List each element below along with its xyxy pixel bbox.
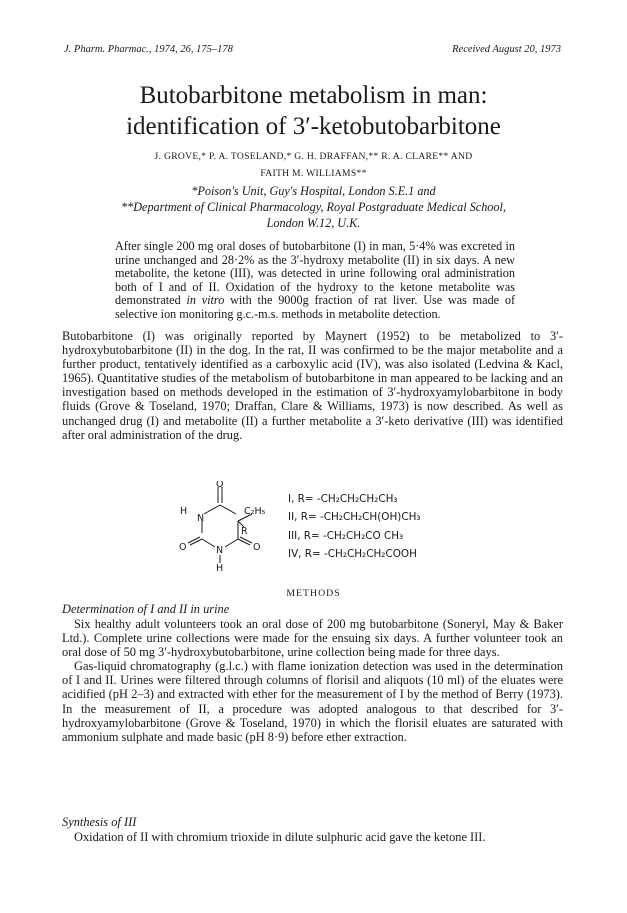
methods-heading: METHODS <box>286 588 341 599</box>
atom-h-left: H <box>180 506 188 517</box>
author-list <box>0 148 627 182</box>
atom-o-left: O <box>179 542 187 553</box>
affiliation-2: **Department of Clinical Pharmacology, Royal Postgraduate Medical School, <box>121 200 506 214</box>
affiliation-3: London W.12, U.K. <box>266 216 361 230</box>
abstract-text-2: with the 9000g fraction of rat liver. Use was made of selective ion monitoring g.c.-m.s. methods in metabolite detection. <box>115 293 516 321</box>
atom-o-top: O <box>216 481 224 490</box>
atom-ethyl: C₂H₅ <box>244 506 266 517</box>
section-determination-body <box>62 617 563 744</box>
authors-line-2: FAITH M. WILLIAMS** <box>260 168 367 179</box>
atom-n-bottom: N <box>216 545 224 556</box>
atom-r: R <box>241 526 248 537</box>
received-date: Received August 20, 1973 <box>452 44 561 55</box>
journal-citation: J. Pharm. Pharmac., 1974, 26, 175–178 <box>64 44 233 55</box>
determination-paragraph-1: Six healthy adult volunteers took an oral dose of 200 mg butobarbitone (Soneryl, May & Baker Ltd.). Complete urine collections were made for the ensuing six days. A further volunteer took an oral dose of 50 mg 3′-hydroxybutobarbitone, urine collection being made for three days. <box>62 617 563 660</box>
section-heading-determination: Determination of I and II in urine <box>62 602 230 616</box>
title-line-1: Butobarbitone metabolism in man: <box>139 82 488 109</box>
affiliations <box>0 183 627 231</box>
r-group-list <box>288 490 421 563</box>
r-group-ii: II, R= -CH₂CH₂CH(OH)CH₃ <box>288 511 421 524</box>
intro-paragraph: Butobarbitone (I) was originally reported by Maynert (1952) to be metabolized to 3′-hydroxybutobarbitone (II) in the dog. In the rat, II was confirmed to be the major metabolite and a further product, tentatively identified as a carboxylic acid (IV), was also isolated (Ledvina & Kacl, 1965). Quantitative studies of the metabolism of butobarbitone in man appeared to be lacking and an investigation based on methods developed in the estimation of 3′-hydroxyamylobarbitone in body fluids (Grove & Toseland, 1970; Draffan, Clare & Williams, 1973) is now described. As well as unchanged drug (I) and metabolite (II) a further metabolite a 3′-keto derivative (III) was identified after oral administration of the drug. <box>62 329 563 442</box>
authors-line-1: J. GROVE,* P. A. TOSELAND,* G. H. DRAFFAN,** R. A. CLARE** AND <box>154 151 473 162</box>
section-synthesis-body <box>62 830 563 844</box>
r-group-iii: III, R= -CH₂CH₂CO CH₃ <box>288 529 404 542</box>
synthesis-paragraph-1: Oxidation of II with chromium trioxide in dilute sulphuric acid gave the ketone III. <box>74 830 486 844</box>
r-group-iv: IV, R= -CH₂CH₂CH₂COOH <box>288 547 417 560</box>
determination-paragraph-2: Gas-liquid chromatography (g.l.c.) with flame ionization detection was used in the determination of I and II. Urines were filtered through columns of florisil and aliquots (10 ml) of the eluates were acidified (pH 2–3) and extracted with ether for the measurement of I by the method of Berry (1973). In the measurement of II, a procedure was adopted analogous to that described for 3′-hydroxyamylobarbitone (Grove & Toseland, 1970) in which the florisil eluates are saturated with ammonium sulphate and made basic (pH 8·9) before ether extraction. <box>62 659 563 744</box>
atom-h-bottom: H <box>216 563 224 571</box>
abstract-in-vitro: in vitro <box>186 293 225 308</box>
barbiturate-structure-diagram <box>160 481 280 571</box>
article-title <box>0 80 627 142</box>
title-line-2: identification of 3′-ketobutobarbitone <box>126 113 501 140</box>
atom-n-left: N <box>197 513 205 524</box>
affiliation-1: *Poison's Unit, Guy's Hospital, London S.E.1 and <box>191 184 436 198</box>
abstract <box>115 240 515 322</box>
abstract-text-1: After single 200 mg oral doses of butobarbitone (I) in man, 5·4% was excreted in urine unchanged and 28·2% as the 3′-hydroxy metabolite (II) in six days. A new metabolite, the ketone (III), was detected in urine following oral administration both of I and of II. Oxidation of the hydroxy to the ketone metabolite was demonstrated <box>115 239 515 308</box>
r-group-i: I, R= -CH₂CH₂CH₂CH₃ <box>288 493 398 505</box>
atom-o-right: O <box>253 542 261 553</box>
section-heading-synthesis: Synthesis of III <box>62 815 137 829</box>
